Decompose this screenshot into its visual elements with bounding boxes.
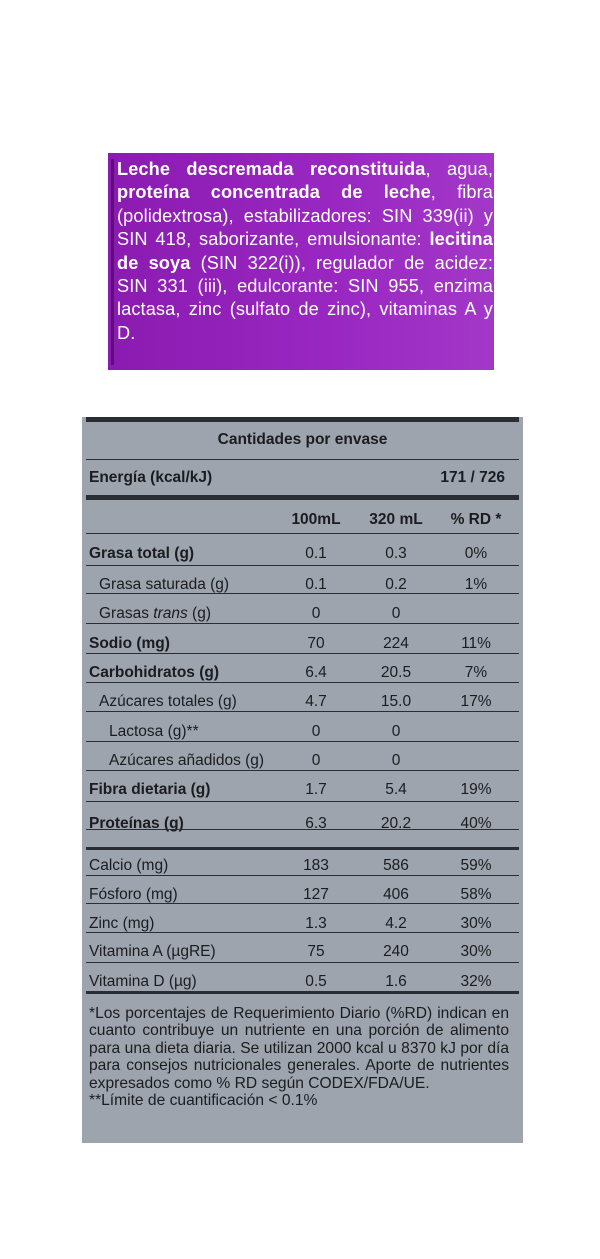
divider (86, 932, 519, 933)
nutrient-value-rd: 32% (460, 973, 492, 990)
nutrient-value-rd: 19% (460, 781, 492, 798)
nutrient-value-v2: 0 (391, 752, 401, 769)
nutrient-value-v2: 406 (383, 886, 409, 903)
nutrient-value-rd: 1% (464, 576, 488, 593)
nutrient-value-v1: 1.3 (305, 915, 327, 932)
nutrient-value-v1: 183 (303, 857, 329, 874)
nutrient-value-v1: 6.3 (305, 815, 327, 832)
column-header-100ml: 100mL (291, 511, 341, 528)
nutrient-value-v2: 586 (383, 857, 409, 874)
nutrient-label: Vitamina A (µgRE) (89, 943, 216, 960)
ingredients-bar (111, 159, 114, 365)
nutrient-label: Grasas trans (g) (99, 605, 211, 622)
nutrient-label: Fibra dietaria (g) (89, 781, 211, 798)
nutrient-value-rd: 30% (460, 915, 492, 932)
nutrient-value-rd: 30% (460, 943, 492, 960)
ingredient-bold: lecitina de soya (117, 229, 493, 273)
nutrient-value-v1: 127 (303, 886, 329, 903)
nutrient-value-v2: 4.2 (385, 915, 407, 932)
divider (86, 623, 519, 624)
nutrient-value-v1: 6.4 (305, 664, 327, 681)
nutrient-value-v2: 0 (391, 605, 401, 622)
nutrient-value-v2: 20.5 (380, 664, 412, 681)
divider (86, 682, 519, 683)
divider (86, 417, 519, 422)
divider (86, 962, 519, 963)
nutrient-value-v1: 4.7 (305, 693, 327, 710)
divider (86, 593, 519, 594)
nutrient-value-v1: 75 (307, 943, 325, 960)
ingredient-text: (SIN 322(i)), regulador de acidez: SIN 331 (iii), edulcorante: SIN 955, enzima lactasa, zinc (sulfato de zinc), vitaminas A y D. (117, 252, 493, 343)
nutrient-value-v2: 240 (383, 943, 409, 960)
nutrient-value-v2: 5.4 (385, 781, 407, 798)
divider (86, 653, 519, 654)
nutrient-value-rd: 40% (460, 815, 492, 832)
nutrient-value-rd: 17% (460, 693, 492, 710)
nutrition-table (82, 417, 523, 1143)
nutrient-label: Fósforo (mg) (89, 886, 178, 903)
nutrient-value-v1: 70 (307, 635, 325, 652)
column-header-320ml: 320 mL (369, 511, 423, 528)
divider (86, 829, 519, 830)
column-header-rd: % RD * (450, 511, 502, 528)
nutrient-value-v2: 20.2 (380, 815, 412, 832)
ingredient-text: , agua, (425, 159, 493, 179)
divider (86, 875, 519, 876)
energy-label: Energía (kcal/kJ) (89, 469, 213, 486)
nutrient-value-v2: 224 (383, 635, 409, 652)
nutrient-value-v1: 0.1 (305, 576, 327, 593)
divider (86, 770, 519, 771)
nutrient-value-v1: 0.5 (305, 973, 327, 990)
nutrient-value-v2: 0.2 (385, 576, 407, 593)
footnote-limit: **Límite de cuantificación < 0.1% (89, 1092, 318, 1110)
ingredient-bold: Leche descremada reconstituida (117, 159, 426, 179)
energy-value: 171 / 726 (440, 469, 505, 486)
nutrient-value-rd: 59% (460, 857, 492, 874)
nutrient-label: Vitamina D (µg) (89, 973, 197, 990)
ingredient-text: , fibra (polidextrosa), estabilizadores: SIN 339(ii) y SIN 418, saborizante, emulsionante: (117, 182, 493, 250)
nutrient-label: Azúcares totales (g) (99, 693, 237, 710)
nutrient-value-v2: 15.0 (380, 693, 412, 710)
divider (86, 533, 519, 534)
divider (86, 495, 519, 500)
nutrient-value-rd: 7% (464, 664, 488, 681)
nutrient-value-v2: 0.3 (385, 545, 407, 562)
divider (86, 565, 519, 566)
footnote (89, 1005, 509, 1109)
nutrient-value-rd: 0% (464, 545, 488, 562)
nutrient-value-v2: 0 (391, 723, 401, 740)
nutrient-label: Zinc (mg) (89, 915, 155, 932)
nutrient-label: Sodio (mg) (89, 635, 170, 652)
divider (86, 903, 519, 904)
footnote-text: *Los porcentajes de Requerimiento Diario (%RD) indican en cuanto contribuye un nutriente en una porción de alimento para una dieta diaria. Se utilizan 2000 kcal u 8370 kJ por día para consejos nutricionales generales. Aporte de nutrientes expresados como % RD según CODEX/FDA/UE. (89, 1005, 509, 1092)
divider (86, 801, 519, 802)
nutrient-value-v2: 1.6 (385, 973, 407, 990)
divider (86, 847, 519, 850)
divider (86, 741, 519, 742)
nutrient-label: Azúcares añadidos (g) (109, 752, 265, 769)
nutrient-label: Grasa saturada (g) (99, 576, 230, 593)
nutrient-label: Calcio (mg) (89, 857, 169, 874)
ingredient-bold: proteína concentrada de leche (117, 182, 431, 203)
nutrient-value-v1: 0 (311, 752, 321, 769)
nutrient-value-v1: 0 (311, 605, 321, 622)
table-header: Cantidades por envase (217, 431, 388, 448)
nutrient-value-rd: 11% (461, 635, 491, 652)
ingredients-box (108, 153, 494, 370)
nutrient-value-rd: 58% (460, 886, 492, 903)
divider (86, 711, 519, 712)
nutrient-label: Grasa total (g) (89, 545, 195, 562)
divider (86, 991, 519, 994)
nutrient-value-v1: 1.7 (305, 781, 327, 798)
ingredients-text (117, 158, 493, 345)
nutrient-value-v1: 0.1 (305, 545, 327, 562)
nutrient-label: Lactosa (g)** (109, 723, 199, 740)
nutrient-label: Proteínas (g) (89, 815, 184, 832)
nutrient-label: Carbohidratos (g) (89, 664, 220, 681)
divider (86, 459, 519, 460)
nutrient-value-v1: 0 (311, 723, 321, 740)
